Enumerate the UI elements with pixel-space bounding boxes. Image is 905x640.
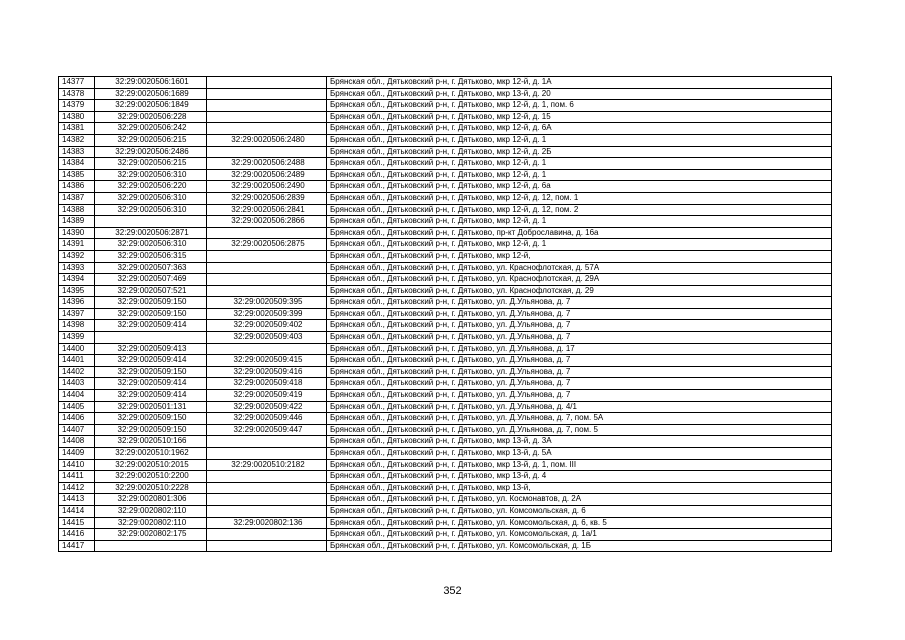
row-number-cell: 14404 <box>59 390 95 402</box>
cadastral-number-cell: 32:29:0020506:310 <box>95 239 207 251</box>
address-cell: Брянская обл., Дятьковский р-н, г. Дятьково, ул. Краснофлотская, д. 29 <box>327 285 832 297</box>
table-row <box>59 482 832 494</box>
related-cadastral-number-cell <box>207 123 327 135</box>
table-row <box>59 146 832 158</box>
table-row <box>59 320 832 332</box>
related-cadastral-number-cell: 32:29:0020509:416 <box>207 366 327 378</box>
cadastral-number-cell: 32:29:0020506:220 <box>95 181 207 193</box>
row-number-cell: 14400 <box>59 343 95 355</box>
row-number-cell: 14379 <box>59 100 95 112</box>
address-cell: Брянская обл., Дятьковский р-н, г. Дятьково, мкр 12-й, д. 1 <box>327 169 832 181</box>
related-cadastral-number-cell: 32:29:0020509:419 <box>207 390 327 402</box>
row-number-cell: 14380 <box>59 111 95 123</box>
row-number-cell: 14414 <box>59 505 95 517</box>
related-cadastral-number-cell <box>207 343 327 355</box>
related-cadastral-number-cell <box>207 262 327 274</box>
address-cell: Брянская обл., Дятьковский р-н, г. Дятьково, пр-кт Доброславина, д. 16а <box>327 227 832 239</box>
address-cell: Брянская обл., Дятьковский р-н, г. Дятьково, мкр 13-й, д. 20 <box>327 88 832 100</box>
row-number-cell: 14388 <box>59 204 95 216</box>
table-row <box>59 308 832 320</box>
related-cadastral-number-cell <box>207 505 327 517</box>
table-row <box>59 343 832 355</box>
address-cell: Брянская обл., Дятьковский р-н, г. Дятьково, мкр 13-й, д. 3А <box>327 436 832 448</box>
registry-table-body <box>59 77 832 552</box>
cadastral-number-cell: 32:29:0020507:521 <box>95 285 207 297</box>
table-row <box>59 378 832 390</box>
row-number-cell: 14407 <box>59 424 95 436</box>
cadastral-number-cell: 32:29:0020509:414 <box>95 320 207 332</box>
table-row <box>59 494 832 506</box>
row-number-cell: 14406 <box>59 413 95 425</box>
cadastral-number-cell: 32:29:0020506:242 <box>95 123 207 135</box>
cadastral-number-cell: 32:29:0020506:315 <box>95 250 207 262</box>
table-row <box>59 250 832 262</box>
address-cell: Брянская обл., Дятьковский р-н, г. Дятьково, мкр 12-й, д. 6А <box>327 123 832 135</box>
table-row <box>59 285 832 297</box>
row-number-cell: 14377 <box>59 77 95 89</box>
related-cadastral-number-cell <box>207 529 327 541</box>
table-row <box>59 390 832 402</box>
related-cadastral-number-cell: 32:29:0020506:2489 <box>207 169 327 181</box>
address-cell: Брянская обл., Дятьковский р-н, г. Дятьково, ул. Краснофлотская, д. 29А <box>327 274 832 286</box>
address-cell: Брянская обл., Дятьковский р-н, г. Дятьково, мкр 12-й, д. 1 <box>327 216 832 228</box>
address-cell: Брянская обл., Дятьковский р-н, г. Дятьково, ул. Д.Ульянова, д. 7, пом. 5 <box>327 424 832 436</box>
address-cell: Брянская обл., Дятьковский р-н, г. Дятьково, ул. Комсомольская, д. 1а/1 <box>327 529 832 541</box>
cadastral-number-cell: 32:29:0020509:150 <box>95 366 207 378</box>
row-number-cell: 14409 <box>59 448 95 460</box>
row-number-cell: 14410 <box>59 459 95 471</box>
related-cadastral-number-cell: 32:29:0020506:2488 <box>207 158 327 170</box>
cadastral-number-cell: 32:29:0020801:306 <box>95 494 207 506</box>
related-cadastral-number-cell: 32:29:0020509:447 <box>207 424 327 436</box>
row-number-cell: 14394 <box>59 274 95 286</box>
table-row <box>59 448 832 460</box>
table-row <box>59 204 832 216</box>
table-row <box>59 100 832 112</box>
cadastral-number-cell <box>95 332 207 344</box>
address-cell: Брянская обл., Дятьковский р-н, г. Дятьково, мкр 12-й, д. 6а <box>327 181 832 193</box>
related-cadastral-number-cell: 32:29:0020802:136 <box>207 517 327 529</box>
table-row <box>59 401 832 413</box>
row-number-cell: 14415 <box>59 517 95 529</box>
address-cell: Брянская обл., Дятьковский р-н, г. Дятьково, мкр 13-й, д. 1, пом. III <box>327 459 832 471</box>
related-cadastral-number-cell <box>207 448 327 460</box>
address-cell: Брянская обл., Дятьковский р-н, г. Дятьково, ул. Д.Ульянова, д. 7 <box>327 378 832 390</box>
table-row <box>59 262 832 274</box>
table-row <box>59 123 832 135</box>
table-row <box>59 227 832 239</box>
cadastral-number-cell: 32:29:0020506:310 <box>95 192 207 204</box>
cadastral-number-cell: 32:29:0020802:110 <box>95 505 207 517</box>
address-cell: Брянская обл., Дятьковский р-н, г. Дятьково, мкр 12-й, д. 1 <box>327 158 832 170</box>
cadastral-number-cell: 32:29:0020507:469 <box>95 274 207 286</box>
related-cadastral-number-cell: 32:29:0020509:395 <box>207 297 327 309</box>
related-cadastral-number-cell <box>207 471 327 483</box>
table-row <box>59 332 832 344</box>
row-number-cell: 14382 <box>59 134 95 146</box>
related-cadastral-number-cell <box>207 494 327 506</box>
table-row <box>59 436 832 448</box>
related-cadastral-number-cell <box>207 100 327 112</box>
address-cell: Брянская обл., Дятьковский р-н, г. Дятьково, ул. Д.Ульянова, д. 17 <box>327 343 832 355</box>
related-cadastral-number-cell <box>207 274 327 286</box>
cadastral-number-cell: 32:29:0020509:150 <box>95 413 207 425</box>
table-row <box>59 529 832 541</box>
cadastral-number-cell: 32:29:0020509:150 <box>95 308 207 320</box>
address-cell: Брянская обл., Дятьковский р-н, г. Дятьково, ул. Д.Ульянова, д. 7 <box>327 355 832 367</box>
table-row <box>59 77 832 89</box>
row-number-cell: 14402 <box>59 366 95 378</box>
cadastral-number-cell: 32:29:0020506:1849 <box>95 100 207 112</box>
related-cadastral-number-cell: 32:29:0020506:2490 <box>207 181 327 193</box>
related-cadastral-number-cell: 32:29:0020506:2875 <box>207 239 327 251</box>
address-cell: Брянская обл., Дятьковский р-н, г. Дятьково, ул. Краснофлотская, д. 57А <box>327 262 832 274</box>
cadastral-number-cell: 32:29:0020509:414 <box>95 355 207 367</box>
cadastral-number-cell: 32:29:0020510:2228 <box>95 482 207 494</box>
related-cadastral-number-cell: 32:29:0020506:2480 <box>207 134 327 146</box>
cadastral-number-cell: 32:29:0020506:1689 <box>95 88 207 100</box>
address-cell: Брянская обл., Дятьковский р-н, г. Дятьково, мкр 12-й, д. 15 <box>327 111 832 123</box>
cadastral-number-cell <box>95 216 207 228</box>
cadastral-number-cell: 32:29:0020510:2200 <box>95 471 207 483</box>
cadastral-number-cell: 32:29:0020509:150 <box>95 297 207 309</box>
row-number-cell: 14405 <box>59 401 95 413</box>
table-row <box>59 413 832 425</box>
related-cadastral-number-cell: 32:29:0020509:415 <box>207 355 327 367</box>
cadastral-number-cell: 32:29:0020802:175 <box>95 529 207 541</box>
address-cell: Брянская обл., Дятьковский р-н, г. Дятьково, мкр 12-й, д. 2Б <box>327 146 832 158</box>
table-row <box>59 424 832 436</box>
related-cadastral-number-cell <box>207 77 327 89</box>
table-row <box>59 169 832 181</box>
cadastral-number-cell: 32:29:0020510:2015 <box>95 459 207 471</box>
table-row <box>59 134 832 146</box>
related-cadastral-number-cell: 32:29:0020509:446 <box>207 413 327 425</box>
cadastral-number-cell: 32:29:0020506:2486 <box>95 146 207 158</box>
cadastral-number-cell: 32:29:0020509:150 <box>95 424 207 436</box>
related-cadastral-number-cell: 32:29:0020506:2839 <box>207 192 327 204</box>
related-cadastral-number-cell <box>207 436 327 448</box>
table-row <box>59 459 832 471</box>
address-cell: Брянская обл., Дятьковский р-н, г. Дятьково, ул. Комсомольская, д. 6, кв. 5 <box>327 517 832 529</box>
address-cell: Брянская обл., Дятьковский р-н, г. Дятьково, ул. Д.Ульянова, д. 7 <box>327 332 832 344</box>
row-number-cell: 14412 <box>59 482 95 494</box>
cadastral-number-cell: 32:29:0020802:110 <box>95 517 207 529</box>
row-number-cell: 14417 <box>59 540 95 552</box>
row-number-cell: 14398 <box>59 320 95 332</box>
related-cadastral-number-cell <box>207 227 327 239</box>
address-cell: Брянская обл., Дятьковский р-н, г. Дятьково, ул. Комсомольская, д. 6 <box>327 505 832 517</box>
table-row <box>59 540 832 552</box>
cadastral-number-cell: 32:29:0020501:131 <box>95 401 207 413</box>
related-cadastral-number-cell: 32:29:0020506:2866 <box>207 216 327 228</box>
table-row <box>59 239 832 251</box>
related-cadastral-number-cell <box>207 146 327 158</box>
address-cell: Брянская обл., Дятьковский р-н, г. Дятьково, ул. Д.Ульянова, д. 7 <box>327 320 832 332</box>
table-row <box>59 216 832 228</box>
row-number-cell: 14393 <box>59 262 95 274</box>
address-cell: Брянская обл., Дятьковский р-н, г. Дятьково, ул. Д.Ульянова, д. 7 <box>327 308 832 320</box>
cadastral-number-cell: 32:29:0020507:363 <box>95 262 207 274</box>
page-number: 352 <box>443 585 462 597</box>
row-number-cell: 14383 <box>59 146 95 158</box>
cadastral-number-cell: 32:29:0020509:414 <box>95 378 207 390</box>
row-number-cell: 14391 <box>59 239 95 251</box>
row-number-cell: 14408 <box>59 436 95 448</box>
related-cadastral-number-cell <box>207 250 327 262</box>
row-number-cell: 14403 <box>59 378 95 390</box>
row-number-cell: 14401 <box>59 355 95 367</box>
related-cadastral-number-cell: 32:29:0020509:418 <box>207 378 327 390</box>
table-row <box>59 181 832 193</box>
row-number-cell: 14384 <box>59 158 95 170</box>
related-cadastral-number-cell: 32:29:0020509:402 <box>207 320 327 332</box>
table-row <box>59 88 832 100</box>
cadastral-number-cell: 32:29:0020506:310 <box>95 204 207 216</box>
row-number-cell: 14392 <box>59 250 95 262</box>
cadastral-number-cell: 32:29:0020509:414 <box>95 390 207 402</box>
row-number-cell: 14399 <box>59 332 95 344</box>
cadastral-number-cell: 32:29:0020506:1601 <box>95 77 207 89</box>
row-number-cell: 14378 <box>59 88 95 100</box>
address-cell: Брянская обл., Дятьковский р-н, г. Дятьково, ул. Д.Ульянова, д. 7 <box>327 366 832 378</box>
table-row <box>59 471 832 483</box>
table-row <box>59 274 832 286</box>
table-row <box>59 158 832 170</box>
address-cell: Брянская обл., Дятьковский р-н, г. Дятьково, ул. Д.Ульянова, д. 7 <box>327 297 832 309</box>
address-cell: Брянская обл., Дятьковский р-н, г. Дятьково, мкр 13-й, д. 4 <box>327 471 832 483</box>
address-cell: Брянская обл., Дятьковский р-н, г. Дятьково, мкр 12-й, д. 1, пом. 6 <box>327 100 832 112</box>
related-cadastral-number-cell: 32:29:0020509:422 <box>207 401 327 413</box>
row-number-cell: 14390 <box>59 227 95 239</box>
address-cell: Брянская обл., Дятьковский р-н, г. Дятьково, мкр 12-й, д. 1 <box>327 134 832 146</box>
address-cell: Брянская обл., Дятьковский р-н, г. Дятьково, мкр 12-й, <box>327 250 832 262</box>
cadastral-number-cell: 32:29:0020509:413 <box>95 343 207 355</box>
address-cell: Брянская обл., Дятьковский р-н, г. Дятьково, мкр 12-й, д. 12, пом. 2 <box>327 204 832 216</box>
address-cell: Брянская обл., Дятьковский р-н, г. Дятьково, ул. Комсомольская, д. 1Б <box>327 540 832 552</box>
table-row <box>59 517 832 529</box>
related-cadastral-number-cell: 32:29:0020510:2182 <box>207 459 327 471</box>
cadastral-number-cell: 32:29:0020510:1962 <box>95 448 207 460</box>
row-number-cell: 14385 <box>59 169 95 181</box>
row-number-cell: 14389 <box>59 216 95 228</box>
address-cell: Брянская обл., Дятьковский р-н, г. Дятьково, ул. Д.Ульянова, д. 7 <box>327 390 832 402</box>
row-number-cell: 14396 <box>59 297 95 309</box>
related-cadastral-number-cell: 32:29:0020509:399 <box>207 308 327 320</box>
related-cadastral-number-cell <box>207 88 327 100</box>
cadastral-number-cell: 32:29:0020506:2871 <box>95 227 207 239</box>
cadastral-number-cell: 32:29:0020506:215 <box>95 134 207 146</box>
related-cadastral-number-cell <box>207 111 327 123</box>
cadastral-number-cell: 32:29:0020510:166 <box>95 436 207 448</box>
cadastral-number-cell: 32:29:0020506:310 <box>95 169 207 181</box>
registry-table <box>58 76 832 552</box>
row-number-cell: 14411 <box>59 471 95 483</box>
row-number-cell: 14416 <box>59 529 95 541</box>
table-row <box>59 366 832 378</box>
related-cadastral-number-cell <box>207 482 327 494</box>
row-number-cell: 14413 <box>59 494 95 506</box>
row-number-cell: 14397 <box>59 308 95 320</box>
related-cadastral-number-cell <box>207 540 327 552</box>
related-cadastral-number-cell: 32:29:0020506:2841 <box>207 204 327 216</box>
table-row <box>59 297 832 309</box>
address-cell: Брянская обл., Дятьковский р-н, г. Дятьково, мкр 12-й, д. 1А <box>327 77 832 89</box>
cadastral-number-cell <box>95 540 207 552</box>
address-cell: Брянская обл., Дятьковский р-н, г. Дятьково, мкр 12-й, д. 1 <box>327 239 832 251</box>
related-cadastral-number-cell <box>207 285 327 297</box>
table-row <box>59 505 832 517</box>
address-cell: Брянская обл., Дятьковский р-н, г. Дятьково, мкр 13-й, <box>327 482 832 494</box>
cadastral-number-cell: 32:29:0020506:228 <box>95 111 207 123</box>
address-cell: Брянская обл., Дятьковский р-н, г. Дятьково, ул. Д.Ульянова, д. 7, пом. 5А <box>327 413 832 425</box>
row-number-cell: 14381 <box>59 123 95 135</box>
address-cell: Брянская обл., Дятьковский р-н, г. Дятьково, ул. Д.Ульянова, д. 4/1 <box>327 401 832 413</box>
row-number-cell: 14386 <box>59 181 95 193</box>
address-cell: Брянская обл., Дятьковский р-н, г. Дятьково, мкр 13-й, д. 5А <box>327 448 832 460</box>
cadastral-number-cell: 32:29:0020506:215 <box>95 158 207 170</box>
row-number-cell: 14395 <box>59 285 95 297</box>
table-row <box>59 111 832 123</box>
address-cell: Брянская обл., Дятьковский р-н, г. Дятьково, ул. Космонавтов, д. 2А <box>327 494 832 506</box>
table-row <box>59 355 832 367</box>
address-cell: Брянская обл., Дятьковский р-н, г. Дятьково, мкр 12-й, д. 12, пом. 1 <box>327 192 832 204</box>
row-number-cell: 14387 <box>59 192 95 204</box>
related-cadastral-number-cell: 32:29:0020509:403 <box>207 332 327 344</box>
table-row <box>59 192 832 204</box>
